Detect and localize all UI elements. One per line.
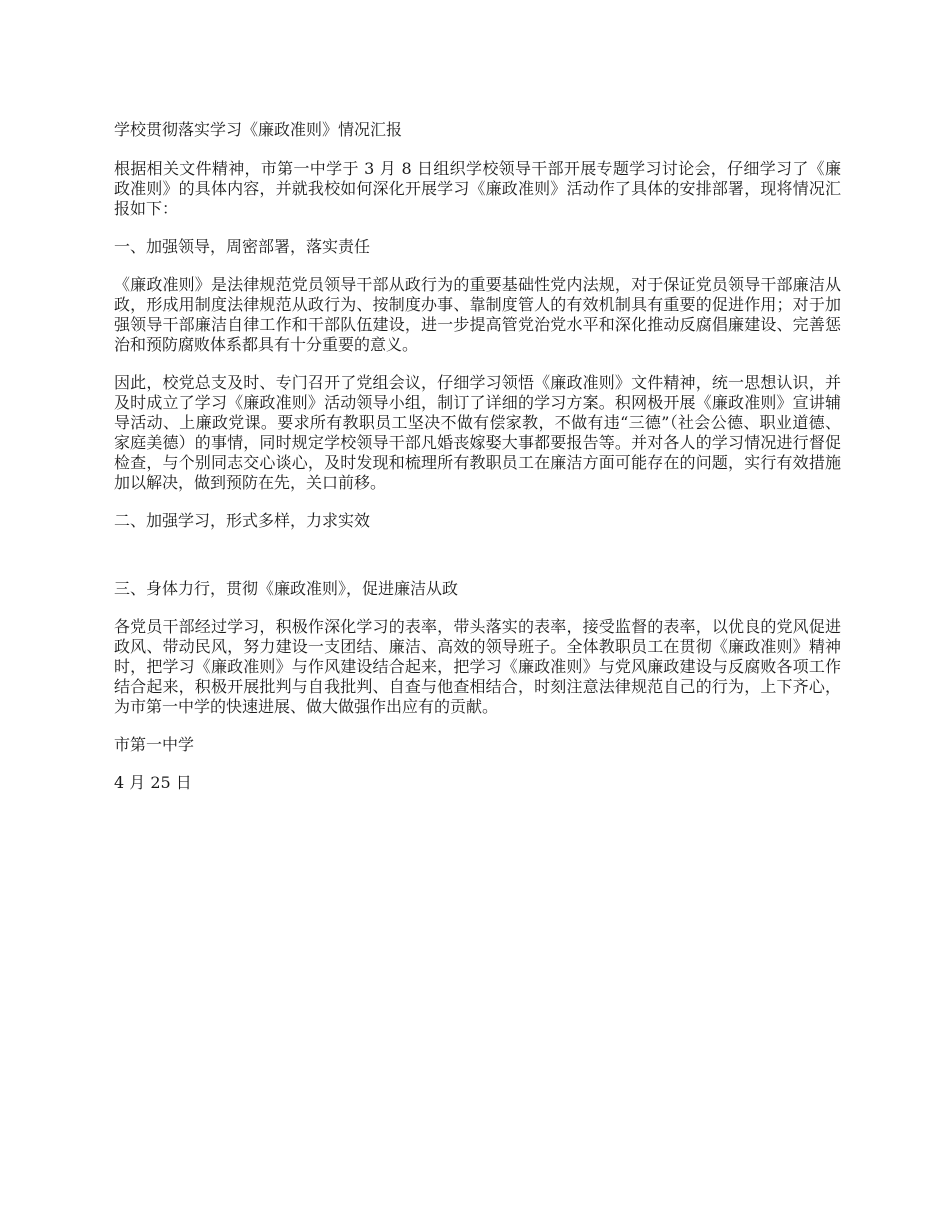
document-title: 学校贯彻落实学习《廉政准则》情况汇报 [114,120,403,139]
intro-paragraph: 根据相关文件精神，市第一中学于 3 月 8 日组织学校领导干部开展专题学习讨论会，仔细学习了《廉政准则》的具体内容，并就我校如何深化开展学习《廉政准则》活动作了具体的安排部署，现将情况汇报如下： [114,159,841,218]
signature: 市第一中学 [114,735,195,754]
section-1-paragraph-1: 《廉政准则》是法律规范党员领导干部从政行为的重要基础性党内法规，对于保证党员领导干部廉洁从政，形成用制度法律规范从政行为、按制度办事、靠制度管人的有效机制具有重要的促进作用；对于加强领导干部廉洁自律工作和干部队伍建设，进一步提高管党治党水平和深化推动反腐倡廉建设、完善惩治和预防腐败体系都具有十分重要的意义。 [114,275,841,354]
date: 4 月 25 日 [114,773,192,792]
section-1-heading: 一、加强领导，周密部署，落实责任 [114,237,371,256]
document-body [114,120,841,793]
section-3-paragraph-1: 各党员干部经过学习，积极作深化学习的表率，带头落实的表率，接受监督的表率，以优良的党风促进政风、带动民风，努力建设一支团结、廉洁、高效的领导班子。全体教职员工在贯彻《廉政准则》精神时，把学习《廉政准则》与作风建设结合起来，把学习《廉政准则》与党风廉政建设与反腐败各项工作结合起来，积极开展批判与自我批判、自查与他查相结合，时刻注意法律规范自己的行为，上下齐心，为市第一中学的快速进展、做大做强作出应有的贡献。 [114,617,841,716]
section-2-heading: 二、加强学习，形式多样，力求实效 [114,511,371,530]
section-1-paragraph-2: 因此，校党总支及时、专门召开了党组会议，仔细学习领悟《廉政准则》文件精神，统一思想认识，并及时成立了学习《廉政准则》活动领导小组，制订了详细的学习方案。积网极开展《廉政准则》宣讲辅导活动、上廉政党课。要求所有教职员工坚决不做有偿家教，不做有违“三德”（社会公德、职业道德、家庭美德）的事情，同时规定学校领导干部凡婚丧嫁娶大事都要报告等。并对各人的学习情况进行督促检查，与个别同志交心谈心，及时发现和梳理所有教职员工在廉洁方面可能存在的问题，实行有效措施加以解决，做到预防在先，关口前移。 [114,373,841,492]
section-3-heading: 三、身体力行，贯彻《廉政准则》，促进廉洁从政 [114,579,459,598]
